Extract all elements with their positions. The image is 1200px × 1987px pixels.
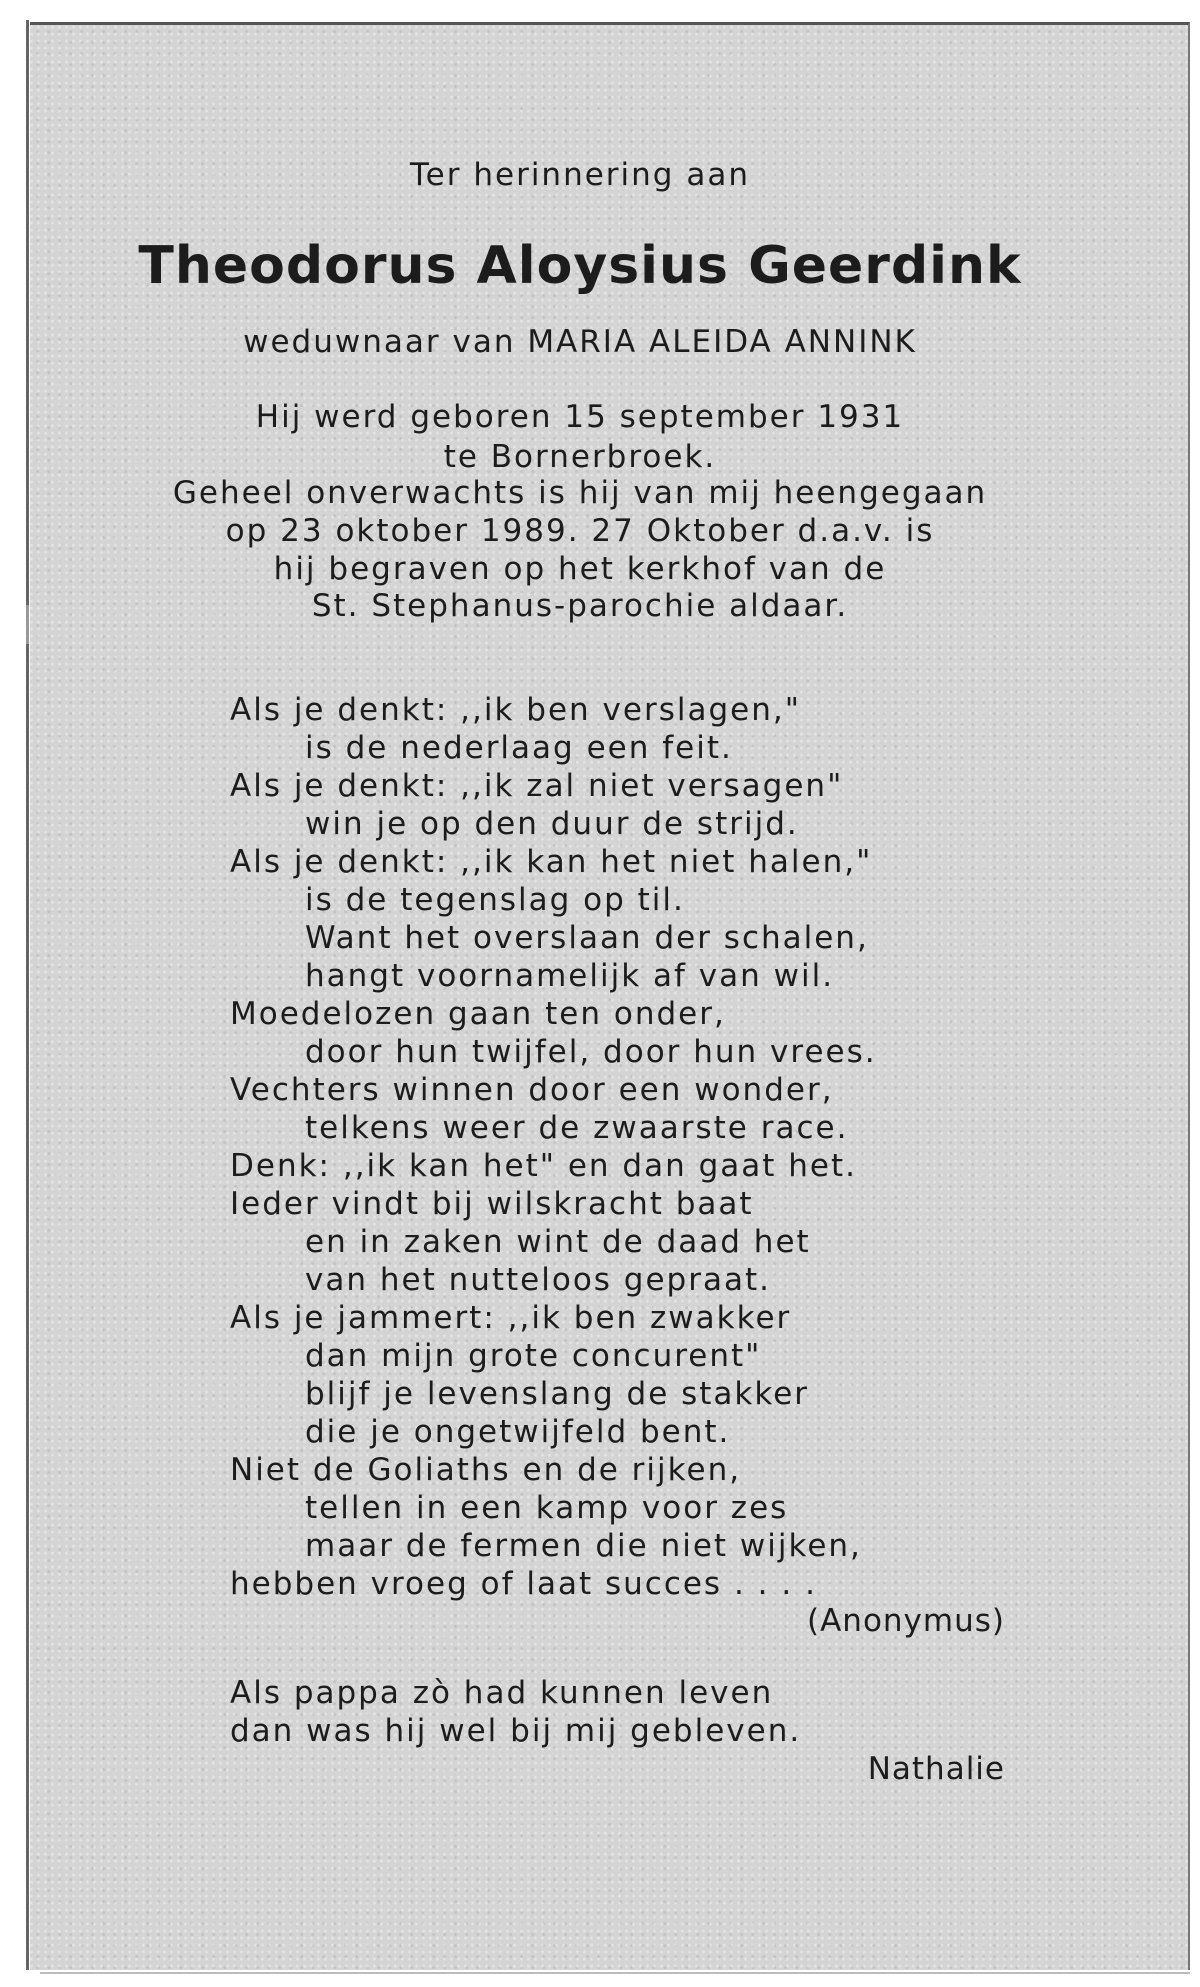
closing-line: dan was hij wel bij mij gebleven.: [230, 1713, 802, 1749]
card-bottom-edge: [40, 1972, 1190, 1974]
bio-line: Hij werd geboren 15 september 1931: [255, 399, 905, 435]
poem-line: en in zaken wint de daad het: [305, 1224, 811, 1260]
poem-line: hangt voornamelijk af van wil.: [305, 958, 835, 994]
bio-line: te Bornerbroek.: [443, 439, 717, 475]
poem-line: Als je denkt: ,,ik kan het niet halen,": [230, 844, 873, 880]
poem-line: maar de fermen die niet wijken,: [305, 1528, 862, 1564]
poem-line: Moedelozen gaan ten onder,: [230, 996, 726, 1032]
poem-line: Vechters winnen door een wonder,: [230, 1072, 834, 1108]
poem-line: Denk: ,,ik kan het" en dan gaat het.: [230, 1148, 858, 1184]
bio-line: St. Stephanus-parochie aldaar.: [311, 588, 849, 624]
closing-line: Als pappa zò had kunnen leven: [230, 1675, 774, 1711]
poem-line: hebben vroeg of laat succes . . . .: [230, 1566, 817, 1602]
poem-line: Want het overslaan der schalen,: [305, 920, 869, 956]
poem-line: Als je jammert: ,,ik ben zwakker: [230, 1300, 792, 1336]
poem-line: Ieder vindt bij wilskracht baat: [230, 1186, 754, 1222]
poem-line: Als je denkt: ,,ik zal niet versagen": [230, 768, 844, 804]
poem-line: win je op den duur de strijd.: [305, 806, 799, 842]
poem-line: telkens weer de zwaarste race.: [305, 1110, 849, 1146]
intro-line: Ter herinnering aan: [410, 157, 750, 193]
widower-line: weduwnaar van MARIA ALEIDA ANNINK: [243, 324, 917, 360]
poem-line: tellen in een kamp voor zes: [305, 1490, 789, 1526]
poem-line: dan mijn grote concurent": [305, 1338, 762, 1374]
poem-line: is de nederlaag een feit.: [305, 730, 733, 766]
signature: Nathalie: [867, 1751, 1005, 1787]
poem-line: door hun twijfel, door hun vrees.: [305, 1034, 877, 1070]
poem-line: blijf je levenslang de stakker: [305, 1376, 810, 1412]
bio-line: op 23 oktober 1989. 27 Oktober d.a.v. is: [225, 513, 935, 549]
poem-author: (Anonymus): [807, 1603, 1005, 1639]
poem-line: van het nutteloos gepraat.: [305, 1262, 771, 1298]
poem-line: is de tegenslag op til.: [305, 882, 685, 918]
bio-line: Geheel onverwachts is hij van mij heengegaan: [172, 475, 988, 511]
card-left-edge: [26, 20, 29, 1970]
deceased-name: Theodorus Aloysius Geerdink: [138, 236, 1022, 296]
poem-line: Als je denkt: ,,ik ben verslagen,": [230, 692, 801, 728]
poem-line: die je ongetwijfeld bent.: [305, 1414, 731, 1450]
poem-line: Niet de Goliaths en de rijken,: [230, 1452, 742, 1488]
bio-line: hij begraven op het kerkhof van de: [273, 551, 887, 587]
